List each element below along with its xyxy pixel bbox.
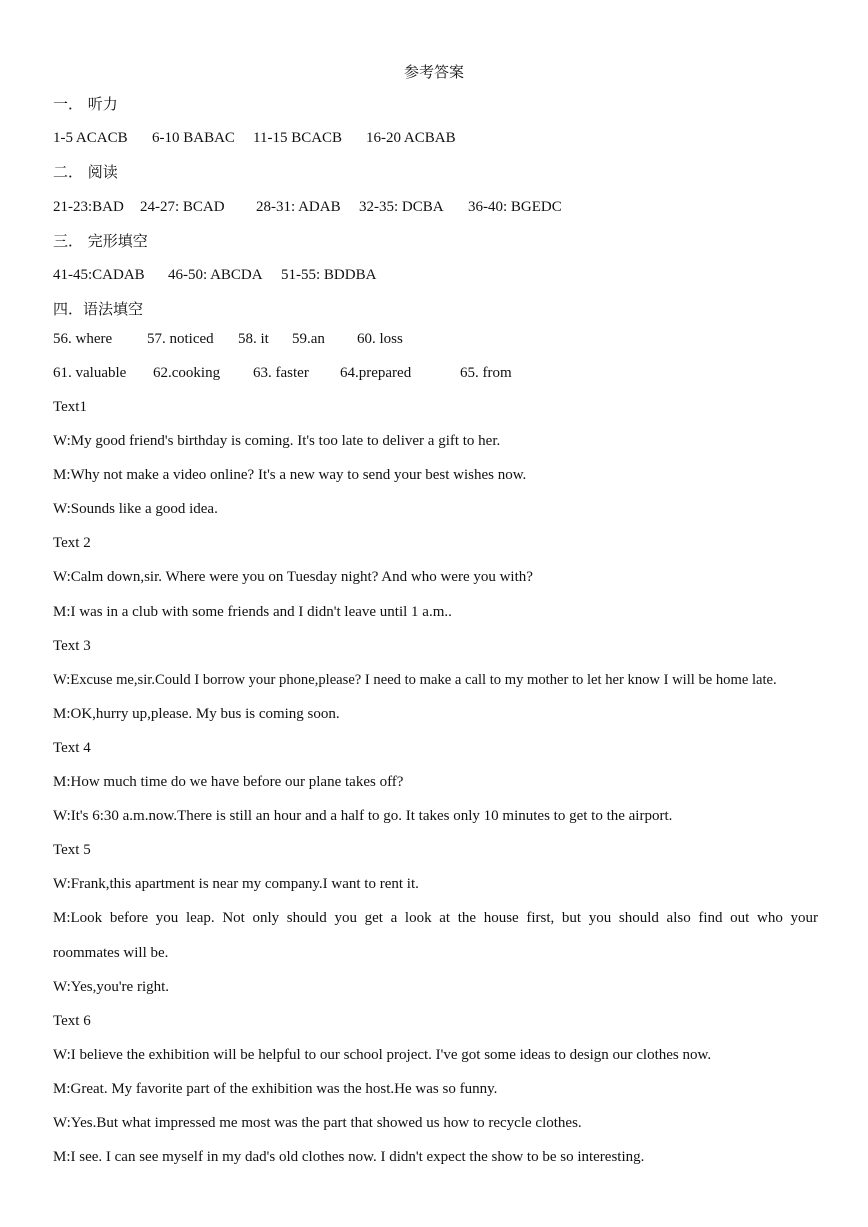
answer-group: 21-23:BAD — [53, 199, 124, 215]
answer-group: 32-35: DCBA — [359, 199, 444, 215]
answer-item: 59.an — [292, 331, 325, 347]
listening-answers — [53, 129, 456, 147]
section-reading-heading: 二． 阅读 — [53, 163, 118, 181]
answer-item: 63. faster — [253, 365, 309, 381]
answer-item: 58. it — [238, 331, 269, 347]
answer-group: 28-31: ADAB — [256, 199, 341, 215]
section-cloze-heading: 三． 完形填空 — [53, 232, 148, 250]
transcript-line: W:Sounds like a good idea. — [53, 501, 218, 517]
transcript-line: Text 5 — [53, 842, 91, 858]
transcript-line: Text 4 — [53, 740, 91, 756]
answer-group: 16-20 ACBAB — [366, 130, 456, 146]
transcript-line: M:Look before you leap. Not only should you get a look at the house first, but you should also find out who your — [53, 910, 818, 926]
answer-item: 62.cooking — [153, 365, 221, 381]
answer-group: 6-10 BABAC — [152, 130, 235, 146]
transcript-line: W:I believe the exhibition will be helpful to our school project. I've got some ideas to design our clothes now. — [53, 1047, 712, 1063]
reading-answers — [53, 198, 562, 216]
answer-item: 56. where — [53, 331, 113, 347]
grammar-answers-row2 — [53, 364, 512, 382]
answer-group: 51-55: BDDBA — [281, 267, 377, 283]
transcript-line: W:Yes.But what impressed me most was the part that showed us how to recycle clothes. — [53, 1115, 582, 1131]
answer-item: 65. from — [460, 365, 512, 381]
transcript-line: W:Frank,this apartment is near my company.I want to rent it. — [53, 876, 419, 892]
transcript-line: M:Why not make a video online? It's a new way to send your best wishes now. — [53, 467, 527, 483]
transcript-line: Text 3 — [53, 638, 91, 654]
answer-group: 36-40: BGEDC — [468, 199, 562, 215]
answer-item: 57. noticed — [147, 331, 214, 347]
grammar-answers-row1 — [53, 330, 403, 348]
transcript-line: roommates will be. — [53, 945, 169, 961]
transcript-line: W:It's 6:30 a.m.now.There is still an hour and a half to go. It takes only 10 minutes to get to the airport. — [53, 808, 673, 824]
answer-group: 46-50: ABCDA — [168, 267, 263, 283]
transcript-line: W:My good friend's birthday is coming. It's too late to deliver a gift to her. — [53, 433, 501, 449]
section-grammar-heading: 四．语法填空 — [53, 300, 144, 318]
answer-item: 61. valuable — [53, 365, 127, 381]
answer-item: 60. loss — [357, 331, 403, 347]
transcript-line: W:Yes,you're right. — [53, 979, 170, 995]
transcript-line: M:How much time do we have before our plane takes off? — [53, 774, 404, 790]
transcript-line: W:Excuse me,sir.Could I borrow your phone,please? I need to make a call to my mother to let her know I will be home late. — [53, 672, 777, 688]
section-listening-heading: 一． 听力 — [53, 95, 118, 113]
transcript-line: M:OK,hurry up,please. My bus is coming soon. — [53, 706, 340, 722]
answer-group: 11-15 BCACB — [253, 130, 343, 146]
cloze-answers — [53, 266, 376, 284]
transcript-line: M:I was in a club with some friends and I didn't leave until 1 a.m.. — [53, 604, 452, 620]
transcript-line: M:Great. My favorite part of the exhibition was the host.He was so funny. — [53, 1081, 498, 1097]
answer-group: 1-5 ACACB — [53, 130, 128, 146]
transcript-line: Text1 — [53, 399, 87, 415]
page-title: 参考答案 — [403, 63, 464, 81]
transcript-line: W:Calm down,sir. Where were you on Tuesday night? And who were you with? — [53, 569, 533, 585]
answer-group: 41-45:CADAB — [53, 267, 145, 283]
answer-group: 24-27: BCAD — [140, 199, 225, 215]
transcript-line: Text 6 — [53, 1013, 91, 1029]
answer-item: 64.prepared — [340, 365, 412, 381]
transcript-line: M:I see. I can see myself in my dad's old clothes now. I didn't expect the show to be so interesting. — [53, 1149, 645, 1165]
transcript-line: Text 2 — [53, 535, 91, 551]
